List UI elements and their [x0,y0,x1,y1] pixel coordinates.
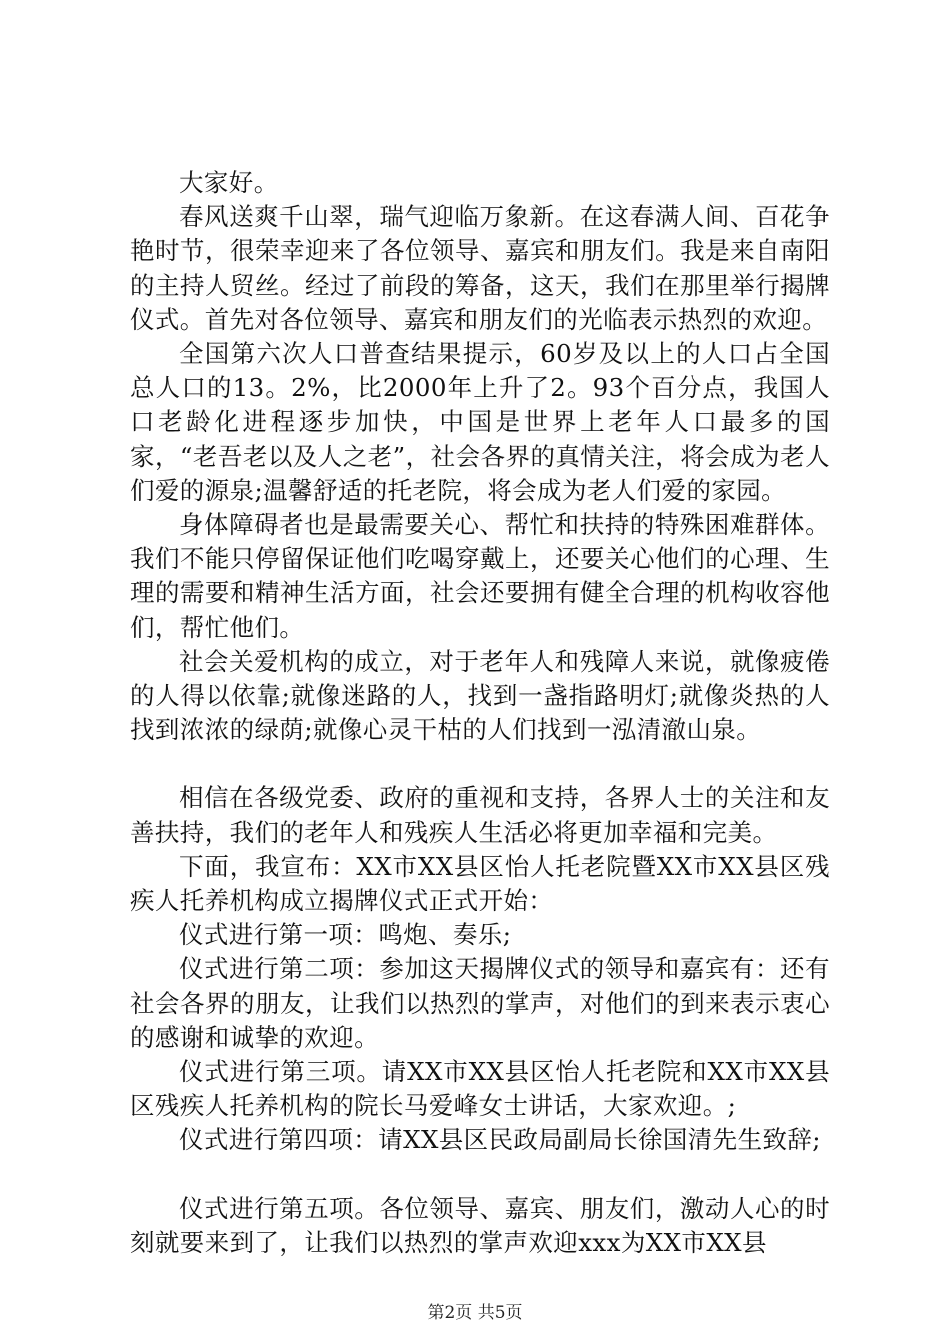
paragraph-opening: 春风送爽千山翠，瑞气迎临万象新。在这春满人间、百花争艳时节，很荣幸迎来了各位领导、嘉宾和朋友们。我是来自南阳的主持人贸丝。经过了前段的筹备，这天，我们在那里举行揭牌仪式。首先对各位领导、嘉宾和朋友们的光临表示热烈的欢迎。 [130,202,830,334]
document-body [130,166,830,1260]
paragraph-census: 全国第六次人口普查结果提示，60岁及以上的人口占全国总人口的13。2%，比2000年上升了2。93个百分点，我国人口老龄化进程逐步加快，中国是世界上老年人口最多的国家，“老吾老以及人之老”，社会各界的真情关注，将会成为老人们爱的源泉;温馨舒适的托老院，将会成为老人们爱的家园。 [130,339,830,505]
paragraph-step-5: 仪式进行第五项。各位领导、嘉宾、朋友们，激动人心的时刻就要来到了，让我们以热烈的掌声欢迎xxx为XX市XX县 [130,1193,830,1257]
paragraph-step-2: 仪式进行第二项：参加这天揭牌仪式的领导和嘉宾有：还有社会各界的朋友，让我们以热烈的掌声，对他们的到来表示衷心的感谢和诚挚的欢迎。 [130,954,830,1052]
paragraph-step-3: 仪式进行第三项。请XX市XX县区怡人托老院和XX市XX县区残疾人托养机构的院长马爱峰女士讲话，大家欢迎。; [130,1057,830,1121]
paragraph-greeting: 大家好。 [179,168,279,197]
paragraph-disabled: 身体障碍者也是最需要关心、帮忙和扶持的特殊困难群体。我们不能只停留保证他们吃喝穿戴上，还要关心他们的心理、生理的需要和精神生活方面，社会还要拥有健全合理的机构收容他们，帮忙他们。 [130,510,830,642]
paragraph-step-1: 仪式进行第一项：鸣炮、奏乐; [179,920,512,950]
page-number-footer: 第2页 共5页 [427,1303,523,1323]
paragraph-care-institution: 社会关爱机构的成立，对于老年人和残障人来说，就像疲倦的人得以依靠;就像迷路的人，找到一盏指路明灯;就像炎热的人找到浓浓的绿荫;就像心灵干枯的人们找到一泓清澈山泉。 [130,646,830,745]
paragraph-announcement: 下面，我宣布：XX市XX县区怡人托老院暨XX市XX县区残疾人托养机构成立揭牌仪式正式开始： [130,851,830,916]
paragraph-step-4: 仪式进行第四项：请XX县区民政局副局长徐国清先生致辞; [179,1125,821,1155]
paragraph-belief: 相信在各级党委、政府的重视和支持，各界人士的关注和友善扶持，我们的老年人和残疾人生活必将更加幸福和完美。 [130,783,830,847]
